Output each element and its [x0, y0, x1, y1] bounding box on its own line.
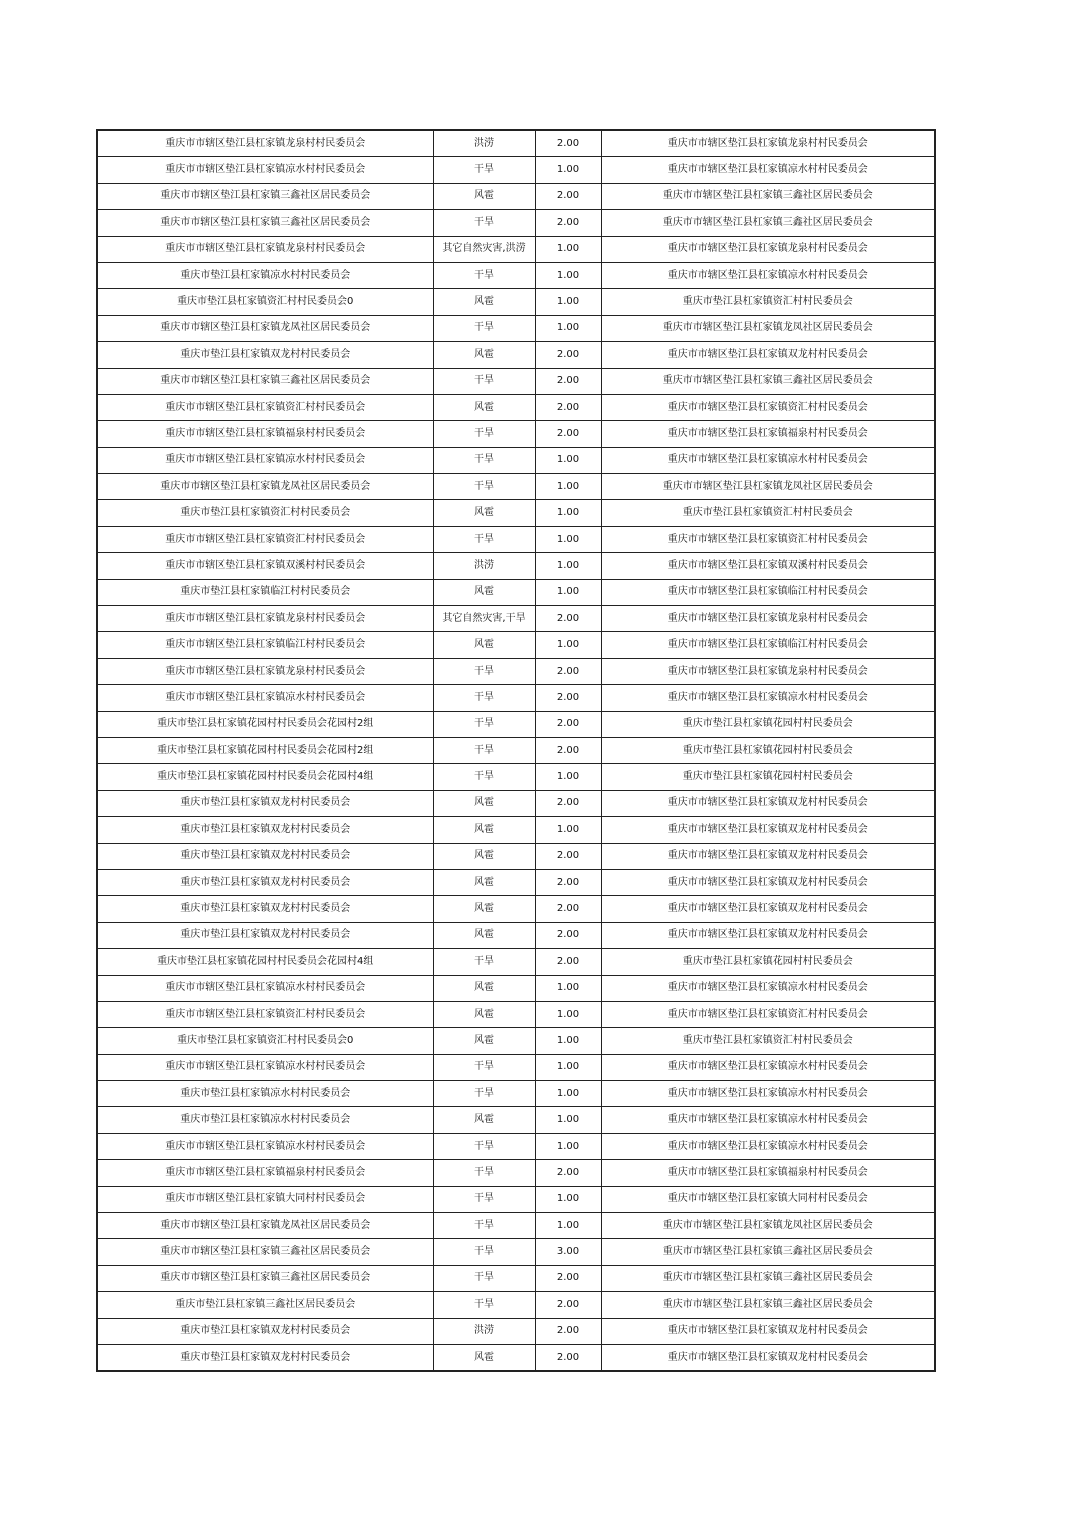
unit-cell: 重庆市市辖区垫江县杠家镇双龙村村民委员会: [601, 922, 935, 948]
value-cell: 1.00: [535, 579, 601, 605]
unit-cell: 重庆市市辖区垫江县杠家镇凉水村村民委员会: [601, 1107, 935, 1133]
disaster-type-cell: 风雹: [433, 896, 535, 922]
disaster-type-cell: 干旱: [433, 658, 535, 684]
location-cell: 重庆市垫江县杠家镇凉水村村民委员会: [97, 1107, 433, 1133]
unit-cell: 重庆市市辖区垫江县杠家镇凉水村村民委员会: [601, 975, 935, 1001]
unit-cell: 重庆市市辖区垫江县杠家镇双龙村村民委员会: [601, 790, 935, 816]
unit-cell: 重庆市市辖区垫江县杠家镇龙凤社区居民委员会: [601, 474, 935, 500]
table-row: [97, 474, 935, 500]
table-row: [97, 922, 935, 948]
disaster-type-cell: 风雹: [433, 1107, 535, 1133]
table-row: [97, 500, 935, 526]
disaster-type-cell: 风雹: [433, 579, 535, 605]
location-cell: 重庆市市辖区垫江县杠家镇龙泉村村民委员会: [97, 606, 433, 632]
value-cell: 2.00: [535, 183, 601, 209]
disaster-type-cell: 干旱: [433, 210, 535, 236]
location-cell: 重庆市垫江县杠家镇双龙村村民委员会: [97, 1318, 433, 1344]
unit-cell: 重庆市市辖区垫江县杠家镇龙泉村村民委员会: [601, 658, 935, 684]
location-cell: 重庆市垫江县杠家镇双龙村村民委员会: [97, 817, 433, 843]
disaster-type-cell: 其它自然灾害,洪涝: [433, 236, 535, 262]
value-cell: 3.00: [535, 1239, 601, 1265]
table-row: [97, 210, 935, 236]
location-cell: 重庆市市辖区垫江县杠家镇福泉村村民委员会: [97, 421, 433, 447]
table-row: [97, 579, 935, 605]
value-cell: 1.00: [535, 764, 601, 790]
location-cell: 重庆市垫江县杠家镇资汇村村民委员会: [97, 500, 433, 526]
unit-cell: 重庆市垫江县杠家镇花园村村民委员会: [601, 764, 935, 790]
unit-cell: 重庆市市辖区垫江县杠家镇临江村村民委员会: [601, 632, 935, 658]
table-row: [97, 685, 935, 711]
table-row: [97, 157, 935, 183]
table-row: [97, 869, 935, 895]
table-row: [97, 632, 935, 658]
value-cell: 1.00: [535, 236, 601, 262]
location-cell: 重庆市垫江县杠家镇三鑫社区居民委员会: [97, 1292, 433, 1318]
unit-cell: 重庆市市辖区垫江县杠家镇三鑫社区居民委员会: [601, 210, 935, 236]
value-cell: 2.00: [535, 421, 601, 447]
unit-cell: 重庆市市辖区垫江县杠家镇双龙村村民委员会: [601, 843, 935, 869]
table-row: [97, 1160, 935, 1186]
unit-cell: 重庆市市辖区垫江县杠家镇凉水村村民委员会: [601, 685, 935, 711]
disaster-type-cell: 风雹: [433, 394, 535, 420]
disaster-type-cell: 干旱: [433, 685, 535, 711]
unit-cell: 重庆市市辖区垫江县杠家镇凉水村村民委员会: [601, 1133, 935, 1159]
table-row: [97, 1081, 935, 1107]
value-cell: 1.00: [535, 553, 601, 579]
table-row: [97, 1186, 935, 1212]
location-cell: 重庆市垫江县杠家镇双龙村村民委员会: [97, 922, 433, 948]
disaster-type-cell: 洪涝: [433, 130, 535, 157]
location-cell: 重庆市市辖区垫江县杠家镇三鑫社区居民委员会: [97, 1265, 433, 1291]
table-row: [97, 1318, 935, 1344]
location-cell: 重庆市市辖区垫江县杠家镇三鑫社区居民委员会: [97, 210, 433, 236]
unit-cell: 重庆市市辖区垫江县杠家镇双龙村村民委员会: [601, 896, 935, 922]
value-cell: 2.00: [535, 685, 601, 711]
table-row: [97, 975, 935, 1001]
value-cell: 1.00: [535, 526, 601, 552]
table-row: [97, 553, 935, 579]
unit-cell: 重庆市市辖区垫江县杠家镇临江村村民委员会: [601, 579, 935, 605]
unit-cell: 重庆市市辖区垫江县杠家镇双龙村村民委员会: [601, 869, 935, 895]
unit-cell: 重庆市市辖区垫江县杠家镇三鑫社区居民委员会: [601, 1292, 935, 1318]
table-row: [97, 1213, 935, 1239]
disaster-type-cell: 干旱: [433, 949, 535, 975]
location-cell: 重庆市市辖区垫江县杠家镇凉水村村民委员会: [97, 157, 433, 183]
value-cell: 2.00: [535, 1318, 601, 1344]
value-cell: 2.00: [535, 896, 601, 922]
disaster-type-cell: 风雹: [433, 289, 535, 315]
table-row: [97, 606, 935, 632]
disaster-type-cell: 风雹: [433, 1001, 535, 1027]
value-cell: 1.00: [535, 289, 601, 315]
unit-cell: 重庆市市辖区垫江县杠家镇凉水村村民委员会: [601, 157, 935, 183]
value-cell: 2.00: [535, 1160, 601, 1186]
value-cell: 1.00: [535, 447, 601, 473]
location-cell: 重庆市垫江县杠家镇花园村村民委员会花园村4组: [97, 949, 433, 975]
table-row: [97, 764, 935, 790]
value-cell: 2.00: [535, 1344, 601, 1371]
table-row: [97, 1265, 935, 1291]
disaster-type-cell: 干旱: [433, 368, 535, 394]
location-cell: 重庆市垫江县杠家镇双龙村村民委员会: [97, 790, 433, 816]
location-cell: 重庆市市辖区垫江县杠家镇资汇村村民委员会: [97, 1001, 433, 1027]
unit-cell: 重庆市市辖区垫江县杠家镇凉水村村民委员会: [601, 1081, 935, 1107]
disaster-type-cell: 干旱: [433, 1054, 535, 1080]
unit-cell: 重庆市市辖区垫江县杠家镇福泉村村民委员会: [601, 421, 935, 447]
location-cell: 重庆市市辖区垫江县杠家镇资汇村村民委员会: [97, 394, 433, 420]
unit-cell: 重庆市市辖区垫江县杠家镇三鑫社区居民委员会: [601, 183, 935, 209]
table-row: [97, 1239, 935, 1265]
value-cell: 2.00: [535, 949, 601, 975]
value-cell: 1.00: [535, 315, 601, 341]
value-cell: 2.00: [535, 711, 601, 737]
table-row: [97, 183, 935, 209]
value-cell: 2.00: [535, 606, 601, 632]
location-cell: 重庆市垫江县杠家镇双龙村村民委员会: [97, 1344, 433, 1371]
disaster-type-cell: 干旱: [433, 262, 535, 288]
unit-cell: 重庆市市辖区垫江县杠家镇凉水村村民委员会: [601, 447, 935, 473]
table-row: [97, 1344, 935, 1371]
value-cell: 1.00: [535, 1001, 601, 1027]
value-cell: 1.00: [535, 1133, 601, 1159]
unit-cell: 重庆市市辖区垫江县杠家镇资汇村村民委员会: [601, 394, 935, 420]
disaster-type-cell: 干旱: [433, 1133, 535, 1159]
value-cell: 1.00: [535, 817, 601, 843]
value-cell: 1.00: [535, 975, 601, 1001]
value-cell: 1.00: [535, 1213, 601, 1239]
table-row: [97, 130, 935, 157]
disaster-type-cell: 风雹: [433, 1028, 535, 1054]
location-cell: 重庆市市辖区垫江县杠家镇三鑫社区居民委员会: [97, 368, 433, 394]
value-cell: 1.00: [535, 1028, 601, 1054]
table-row: [97, 1292, 935, 1318]
unit-cell: 重庆市市辖区垫江县杠家镇双龙村村民委员会: [601, 1318, 935, 1344]
table-row: [97, 342, 935, 368]
disaster-type-cell: 干旱: [433, 315, 535, 341]
table-row: [97, 949, 935, 975]
disaster-type-cell: 洪涝: [433, 1318, 535, 1344]
value-cell: 2.00: [535, 658, 601, 684]
unit-cell: 重庆市市辖区垫江县杠家镇三鑫社区居民委员会: [601, 1239, 935, 1265]
location-cell: 重庆市垫江县杠家镇花园村村民委员会花园村4组: [97, 764, 433, 790]
location-cell: 重庆市市辖区垫江县杠家镇三鑫社区居民委员会: [97, 183, 433, 209]
location-cell: 重庆市垫江县杠家镇双龙村村民委员会: [97, 843, 433, 869]
table-row: [97, 421, 935, 447]
location-cell: 重庆市垫江县杠家镇凉水村村民委员会: [97, 262, 433, 288]
location-cell: 重庆市垫江县杠家镇双龙村村民委员会: [97, 896, 433, 922]
unit-cell: 重庆市垫江县杠家镇花园村村民委员会: [601, 711, 935, 737]
value-cell: 2.00: [535, 737, 601, 763]
location-cell: 重庆市垫江县杠家镇凉水村村民委员会: [97, 1081, 433, 1107]
unit-cell: 重庆市市辖区垫江县杠家镇双龙村村民委员会: [601, 342, 935, 368]
table-row: [97, 896, 935, 922]
table-row: [97, 658, 935, 684]
table-row: [97, 289, 935, 315]
table-row: [97, 236, 935, 262]
value-cell: 2.00: [535, 342, 601, 368]
location-cell: 重庆市垫江县杠家镇双龙村村民委员会: [97, 869, 433, 895]
value-cell: 2.00: [535, 922, 601, 948]
location-cell: 重庆市垫江县杠家镇花园村村民委员会花园村2组: [97, 737, 433, 763]
table-row: [97, 394, 935, 420]
table-row: [97, 262, 935, 288]
value-cell: 2.00: [535, 790, 601, 816]
disaster-type-cell: 风雹: [433, 183, 535, 209]
value-cell: 2.00: [535, 843, 601, 869]
value-cell: 2.00: [535, 394, 601, 420]
disaster-type-cell: 干旱: [433, 421, 535, 447]
value-cell: 1.00: [535, 157, 601, 183]
unit-cell: 重庆市市辖区垫江县杠家镇龙泉村村民委员会: [601, 606, 935, 632]
location-cell: 重庆市市辖区垫江县杠家镇龙凤社区居民委员会: [97, 315, 433, 341]
disaster-type-cell: 风雹: [433, 1344, 535, 1371]
location-cell: 重庆市市辖区垫江县杠家镇临江村村民委员会: [97, 632, 433, 658]
unit-cell: 重庆市市辖区垫江县杠家镇凉水村村民委员会: [601, 1054, 935, 1080]
unit-cell: 重庆市市辖区垫江县杠家镇龙凤社区居民委员会: [601, 1213, 935, 1239]
location-cell: 重庆市市辖区垫江县杠家镇凉水村村民委员会: [97, 447, 433, 473]
unit-cell: 重庆市市辖区垫江县杠家镇三鑫社区居民委员会: [601, 368, 935, 394]
disaster-type-cell: 风雹: [433, 500, 535, 526]
disaster-type-cell: 风雹: [433, 922, 535, 948]
unit-cell: 重庆市垫江县杠家镇资汇村村民委员会: [601, 500, 935, 526]
value-cell: 2.00: [535, 210, 601, 236]
unit-cell: 重庆市市辖区垫江县杠家镇双龙村村民委员会: [601, 817, 935, 843]
unit-cell: 重庆市市辖区垫江县杠家镇双溪村村民委员会: [601, 553, 935, 579]
location-cell: 重庆市市辖区垫江县杠家镇大同村村民委员会: [97, 1186, 433, 1212]
table-row: [97, 526, 935, 552]
location-cell: 重庆市市辖区垫江县杠家镇三鑫社区居民委员会: [97, 1239, 433, 1265]
location-cell: 重庆市市辖区垫江县杠家镇龙泉村村民委员会: [97, 236, 433, 262]
disaster-type-cell: 干旱: [433, 1160, 535, 1186]
value-cell: 2.00: [535, 1265, 601, 1291]
location-cell: 重庆市垫江县杠家镇临江村村民委员会: [97, 579, 433, 605]
table-row: [97, 711, 935, 737]
table-row: [97, 817, 935, 843]
table-row: [97, 737, 935, 763]
disaster-type-cell: 风雹: [433, 975, 535, 1001]
disaster-type-cell: 干旱: [433, 1186, 535, 1212]
value-cell: 2.00: [535, 368, 601, 394]
table-row: [97, 315, 935, 341]
unit-cell: 重庆市市辖区垫江县杠家镇龙凤社区居民委员会: [601, 315, 935, 341]
location-cell: 重庆市市辖区垫江县杠家镇凉水村村民委员会: [97, 685, 433, 711]
location-cell: 重庆市市辖区垫江县杠家镇龙凤社区居民委员会: [97, 474, 433, 500]
disaster-type-cell: 干旱: [433, 1239, 535, 1265]
location-cell: 重庆市垫江县杠家镇资汇村村民委员会0: [97, 289, 433, 315]
table-row: [97, 1107, 935, 1133]
disaster-type-cell: 干旱: [433, 1265, 535, 1291]
table-row: [97, 1028, 935, 1054]
unit-cell: 重庆市垫江县杠家镇资汇村村民委员会: [601, 289, 935, 315]
disaster-type-cell: 干旱: [433, 711, 535, 737]
location-cell: 重庆市市辖区垫江县杠家镇资汇村村民委员会: [97, 526, 433, 552]
value-cell: 1.00: [535, 474, 601, 500]
location-cell: 重庆市垫江县杠家镇花园村村民委员会花园村2组: [97, 711, 433, 737]
unit-cell: 重庆市市辖区垫江县杠家镇三鑫社区居民委员会: [601, 1265, 935, 1291]
table-row: [97, 1133, 935, 1159]
disaster-type-cell: 风雹: [433, 790, 535, 816]
unit-cell: 重庆市垫江县杠家镇花园村村民委员会: [601, 949, 935, 975]
value-cell: 1.00: [535, 1054, 601, 1080]
location-cell: 重庆市市辖区垫江县杠家镇龙泉村村民委员会: [97, 130, 433, 157]
unit-cell: 重庆市市辖区垫江县杠家镇龙泉村村民委员会: [601, 236, 935, 262]
table-body: [97, 130, 935, 1371]
unit-cell: 重庆市市辖区垫江县杠家镇龙泉村村民委员会: [601, 130, 935, 157]
disaster-type-cell: 风雹: [433, 843, 535, 869]
disaster-type-cell: 干旱: [433, 157, 535, 183]
unit-cell: 重庆市市辖区垫江县杠家镇凉水村村民委员会: [601, 262, 935, 288]
location-cell: 重庆市市辖区垫江县杠家镇双溪村村民委员会: [97, 553, 433, 579]
disaster-type-cell: 风雹: [433, 817, 535, 843]
disaster-type-cell: 风雹: [433, 869, 535, 895]
value-cell: 2.00: [535, 130, 601, 157]
location-cell: 重庆市市辖区垫江县杠家镇凉水村村民委员会: [97, 1133, 433, 1159]
data-table: [96, 129, 936, 1372]
value-cell: 1.00: [535, 1186, 601, 1212]
unit-cell: 重庆市垫江县杠家镇资汇村村民委员会: [601, 1028, 935, 1054]
table-row: [97, 368, 935, 394]
table-row: [97, 1001, 935, 1027]
disaster-type-cell: 其它自然灾害,干旱: [433, 606, 535, 632]
disaster-type-cell: 风雹: [433, 632, 535, 658]
table-row: [97, 790, 935, 816]
value-cell: 1.00: [535, 1107, 601, 1133]
location-cell: 重庆市市辖区垫江县杠家镇龙凤社区居民委员会: [97, 1213, 433, 1239]
disaster-type-cell: 干旱: [433, 474, 535, 500]
location-cell: 重庆市垫江县杠家镇资汇村村民委员会0: [97, 1028, 433, 1054]
value-cell: 1.00: [535, 500, 601, 526]
value-cell: 2.00: [535, 1292, 601, 1318]
location-cell: 重庆市垫江县杠家镇双龙村村民委员会: [97, 342, 433, 368]
disaster-type-cell: 洪涝: [433, 553, 535, 579]
unit-cell: 重庆市市辖区垫江县杠家镇资汇村村民委员会: [601, 1001, 935, 1027]
unit-cell: 重庆市市辖区垫江县杠家镇资汇村村民委员会: [601, 526, 935, 552]
unit-cell: 重庆市市辖区垫江县杠家镇大同村村民委员会: [601, 1186, 935, 1212]
location-cell: 重庆市市辖区垫江县杠家镇龙泉村村民委员会: [97, 658, 433, 684]
value-cell: 1.00: [535, 1081, 601, 1107]
disaster-type-cell: 干旱: [433, 737, 535, 763]
value-cell: 2.00: [535, 869, 601, 895]
disaster-type-cell: 干旱: [433, 1213, 535, 1239]
location-cell: 重庆市市辖区垫江县杠家镇福泉村村民委员会: [97, 1160, 433, 1186]
disaster-type-cell: 干旱: [433, 1081, 535, 1107]
disaster-type-cell: 干旱: [433, 447, 535, 473]
table-row: [97, 447, 935, 473]
table-row: [97, 843, 935, 869]
disaster-type-cell: 干旱: [433, 1292, 535, 1318]
location-cell: 重庆市市辖区垫江县杠家镇凉水村村民委员会: [97, 1054, 433, 1080]
value-cell: 1.00: [535, 632, 601, 658]
unit-cell: 重庆市垫江县杠家镇花园村村民委员会: [601, 737, 935, 763]
disaster-type-cell: 干旱: [433, 764, 535, 790]
unit-cell: 重庆市市辖区垫江县杠家镇福泉村村民委员会: [601, 1160, 935, 1186]
disaster-type-cell: 干旱: [433, 526, 535, 552]
table-row: [97, 1054, 935, 1080]
unit-cell: 重庆市市辖区垫江县杠家镇双龙村村民委员会: [601, 1344, 935, 1371]
value-cell: 1.00: [535, 262, 601, 288]
disaster-type-cell: 风雹: [433, 342, 535, 368]
location-cell: 重庆市市辖区垫江县杠家镇凉水村村民委员会: [97, 975, 433, 1001]
